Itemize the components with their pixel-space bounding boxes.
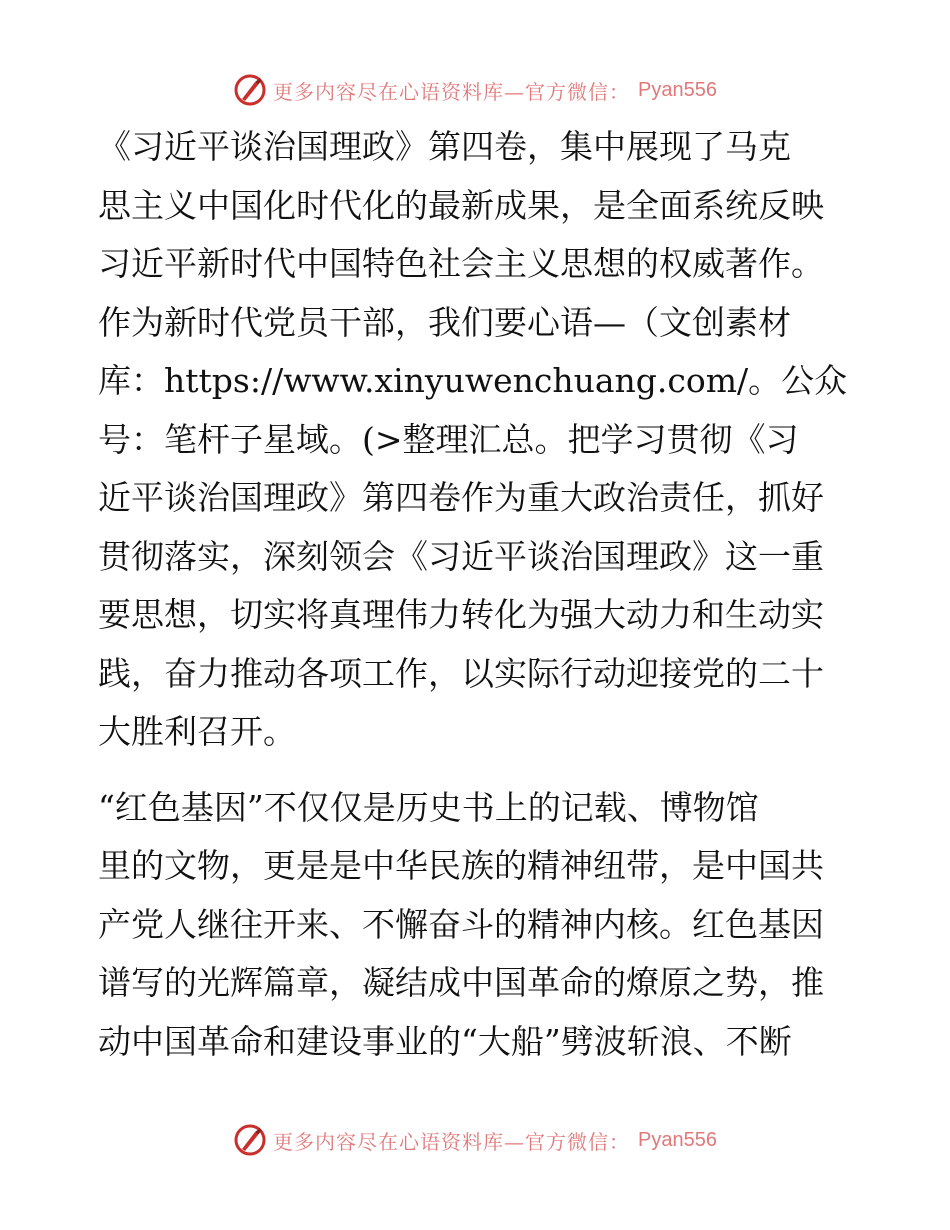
footer-watermark (0, 1120, 950, 1160)
article-body (98, 118, 858, 1071)
quill-logo-icon (233, 1123, 267, 1157)
text-line: 《习近平谈治国理政》第四卷，集中展现了马克 (98, 127, 791, 166)
quill-logo-icon (233, 73, 267, 107)
text-line: 思主义中国化时代化的最新成果，是全面系统反映 (98, 185, 824, 225)
watermark-wechat-id: Pyan556 (638, 78, 717, 101)
paragraph-1 (98, 118, 858, 762)
text-line: 践，奋力推动各项工作，以实际行动迎接党的二十 (98, 653, 824, 693)
text-line: “红色基因”不仅仅是历史书上的记载、博物馆 (98, 787, 759, 827)
watermark-text: 更多内容尽在心语资料库—官方微信： (273, 1129, 631, 1154)
text-line: 大胜利召开。 (98, 712, 296, 751)
text-line: 贯彻落实，深刻领会《习近平谈治国理政》这一重 (98, 536, 824, 576)
text-line: 作为新时代党员干部，我们要心语—（文创素材 (98, 302, 791, 342)
text-line: 习近平新时代中国特色社会主义思想的权威著作。 (98, 244, 824, 283)
text-line: 产党人继往开来、不懈奋斗的精神内核。红色基因 (98, 904, 824, 944)
text-line: 号：笔杆子星域。(>整理汇总。把学习贯彻《习 (98, 419, 799, 459)
text-line: 库：https://www.xinyuwenchuang.com/。公众 (98, 361, 848, 400)
header-watermark (0, 70, 950, 110)
paragraph-2 (98, 779, 858, 1072)
text-line: 谱写的光辉篇章，凝结成中国革命的燎原之势，推 (98, 963, 824, 1002)
text-line: 近平谈治国理政》第四卷作为重大政治责任，抓好 (98, 478, 824, 517)
watermark-wechat-id: Pyan556 (638, 1128, 717, 1151)
text-line: 要思想，切实将真理伟力转化为强大动力和生动实 (98, 595, 824, 634)
text-line: 动中国革命和建设事业的“大船”劈波斩浪、不断 (98, 1021, 792, 1061)
text-line: 里的文物，更是是中华民族的精神纽带，是中国共 (98, 846, 824, 885)
watermark-text: 更多内容尽在心语资料库—官方微信： (273, 79, 631, 104)
